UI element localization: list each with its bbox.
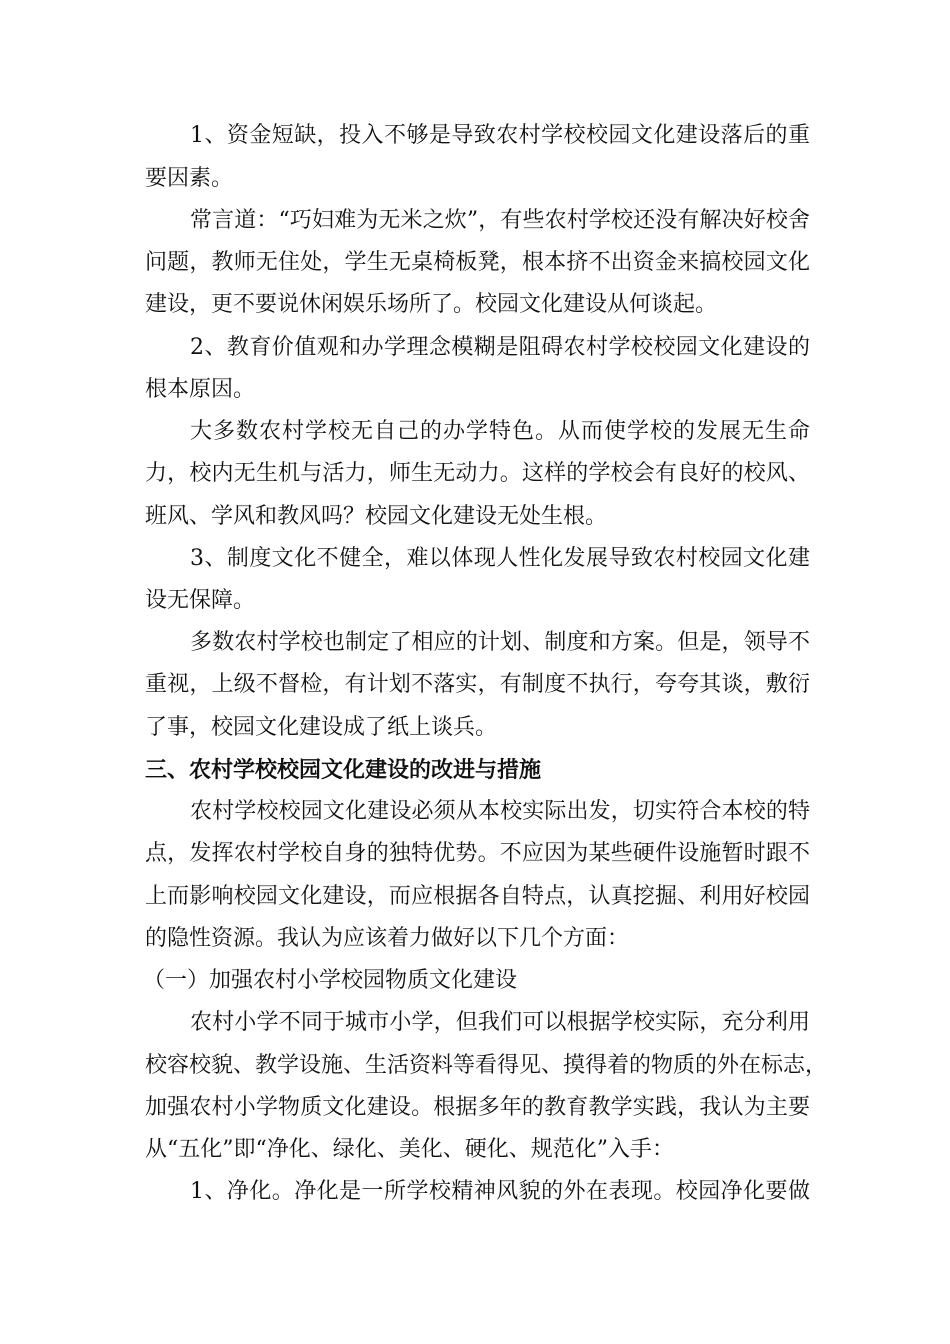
text-line: 重视，上级不督检，有计划不落实，有制度不执行，夸夸其谈，敷衍 (145, 672, 810, 697)
text-line: 从“五化”即“净化、绿化、美化、硬化、规范化”入手： (145, 1137, 674, 1162)
text-line: 建设，更不要说休闲娱乐场所了。校园文化建设从何谈起。 (145, 292, 718, 317)
text-line: 班风、学风和教风吗？校园文化建设无处生根。 (145, 504, 608, 529)
text-line: 3、制度文化不健全，难以体现人性化发展导致农村校园文化建 (190, 546, 810, 571)
text-line: 根本原因。 (145, 377, 256, 402)
text-line: 力，校内无生机与活力，师生无动力。这样的学校会有良好的校风、 (145, 461, 810, 486)
text-line: 常言道：“巧妇难为无米之炊”，有些农村学校还没有解决好校舍 (190, 208, 810, 233)
section-heading: 三、农村学校校园文化建设的改进与措施 (145, 757, 542, 783)
text-line: 大多数农村学校无自己的办学特色。从而使学校的发展无生命 (190, 419, 810, 444)
text-line: 1、资金短缺，投入不够是导致农村学校校园文化建设落后的重 (190, 123, 810, 148)
text-line: 2、教育价值观和办学理念模糊是阻碍农村学校校园文化建设的 (190, 335, 810, 360)
text-line: 了事，校园文化建设成了纸上谈兵。 (145, 715, 498, 740)
text-line: 上而影响校园文化建设，而应根据各自特点，认真挖掘、利用好校园 (145, 884, 810, 909)
text-line: 点，发挥农村学校自身的独特优势。不应因为某些硬件设施暂时跟不 (145, 841, 810, 866)
text-line: 要因素。 (145, 166, 234, 191)
subsection-heading: （一）加强农村小学校园物质文化建设 (143, 968, 518, 993)
text-line: 加强农村小学物质文化建设。根据多年的教育教学实践，我认为主要 (145, 1095, 810, 1120)
text-line: 农村小学不同于城市小学，但我们可以根据学校实际，充分利用 (190, 1010, 810, 1035)
text-line: 农村学校校园文化建设必须从本校实际出发，切实符合本校的特 (190, 799, 810, 824)
text-line: 校容校貌、教学设施、生活资料等看得见、摸得着的物质的外在标志， (145, 1053, 828, 1078)
text-line: 问题，教师无住处，学生无桌椅板凳，根本挤不出资金来搞校园文化 (145, 250, 810, 275)
text-line: 设无保障。 (145, 588, 256, 613)
text-line: 1、净化。净化是一所学校精神风貌的外在表现。校园净化要做 (190, 1179, 810, 1204)
text-line: 多数农村学校也制定了相应的计划、制度和方案。但是，领导不 (190, 630, 810, 655)
text-line: 的隐性资源。我认为应该着力做好以下几个方面： (145, 926, 630, 951)
